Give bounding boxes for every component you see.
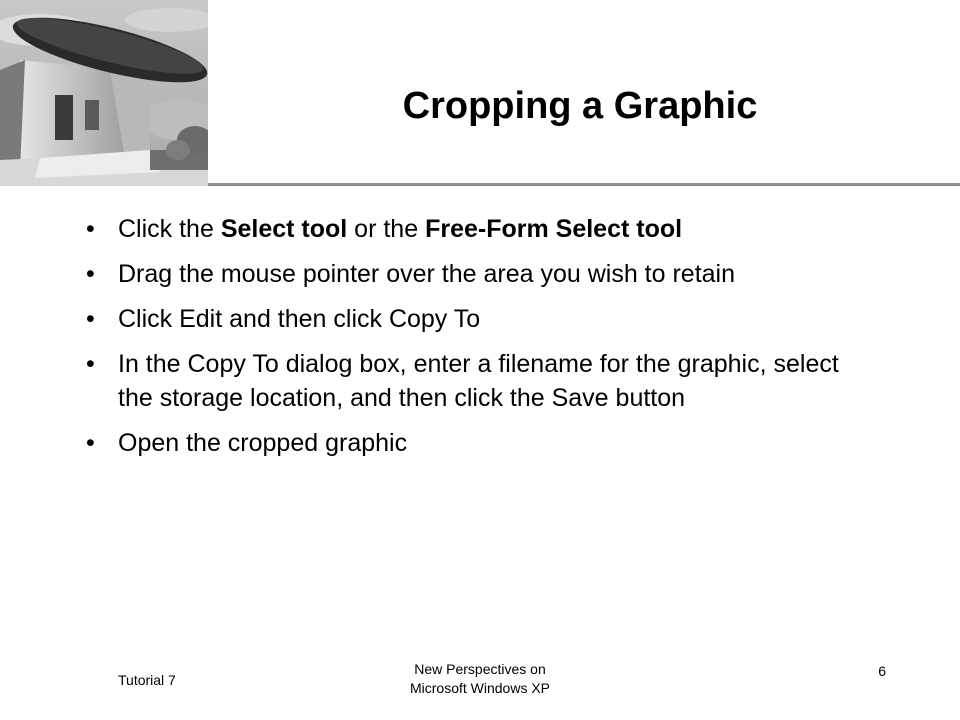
page-number: 6 — [878, 663, 886, 679]
bullet-text: Click the — [118, 215, 221, 243]
footer-course-title — [380, 660, 580, 698]
header-divider — [208, 183, 960, 186]
bullet-dot-icon: • — [86, 350, 95, 378]
slide-title: Cropping a Graphic — [402, 85, 758, 127]
bullet-item — [82, 212, 852, 246]
bullet-dot-icon: • — [86, 305, 95, 333]
bullet-dot-icon: • — [86, 429, 95, 457]
bullet-text: Click Edit and then click Copy To — [118, 305, 481, 333]
footer-course-title-line1: New Perspectives on — [414, 661, 546, 677]
bullet-text: or the — [347, 215, 426, 243]
bullet-text-bold: Free-Form Select tool — [425, 215, 683, 243]
bullet-text-bold: Select tool — [220, 215, 348, 243]
bullet-text: Drag the mouse pointer over the area you wish to retain — [118, 260, 736, 288]
bullet-dot-icon: • — [86, 260, 95, 288]
footer-tutorial: Tutorial 7 — [118, 672, 176, 688]
bullet-text: Open the cropped graphic — [118, 429, 408, 457]
bullet-list — [82, 212, 852, 471]
building-photo-icon — [0, 0, 208, 186]
bullet-item — [82, 426, 852, 460]
bullet-item — [82, 257, 852, 291]
bullet-item — [82, 302, 852, 336]
bullet-dot-icon: • — [86, 215, 95, 243]
footer-course-title-line2: Microsoft Windows XP — [409, 680, 551, 696]
bullet-text: In the Copy To dialog box, enter a filename for the graphic, select the storage location, and then click the Save button — [118, 350, 839, 412]
bullet-item — [82, 347, 852, 415]
